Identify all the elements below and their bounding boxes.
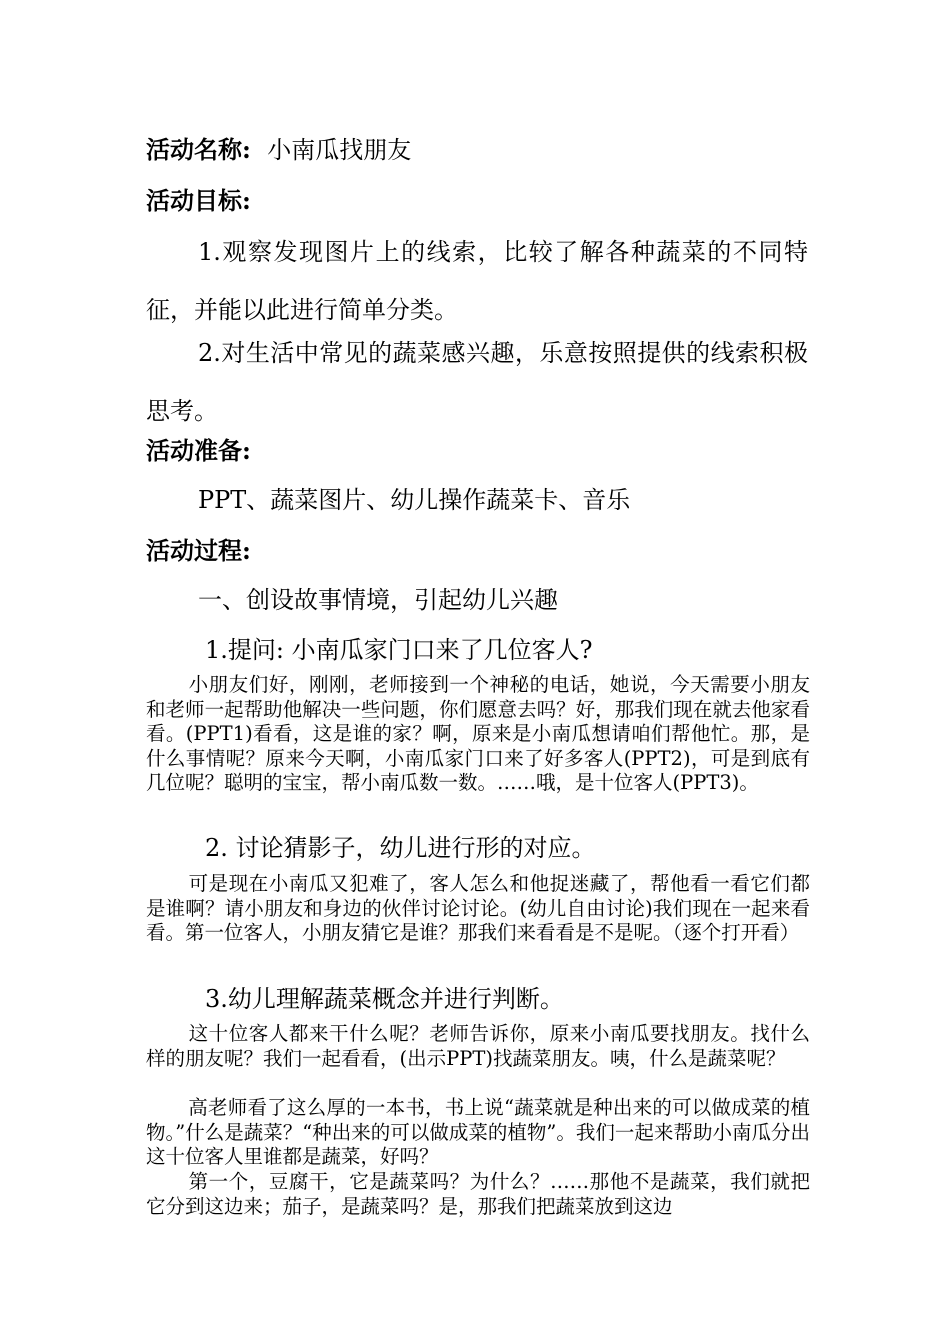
- objective-1: [146, 223, 808, 339]
- process-heading: 活动过程:: [146, 536, 251, 565]
- objective-1-text: 1.观察发现图片上的线索，比较了解各种蔬菜的不同特征，并能以此进行简单分类。: [146, 238, 808, 324]
- objectives-heading: 活动目标:: [146, 186, 251, 215]
- activity-name-row: [146, 136, 411, 164]
- step-2-body: [146, 872, 810, 946]
- objective-2-text: 2.对生活中常见的蔬菜感兴趣，乐意按照提供的线索积极思考。: [146, 339, 808, 425]
- step-3-text-3: 第一个，豆腐干，它是蔬菜吗？为什么？……那他不是蔬菜，我们就把它分到这边来；茄子，是蔬菜吗？是，那我们把蔬菜放到这边: [146, 1170, 810, 1218]
- preparation-heading: 活动准备:: [146, 436, 251, 465]
- activity-name-label: 活动名称:: [146, 135, 251, 164]
- step-3-body-2: [146, 1096, 810, 1170]
- objective-2: [146, 324, 808, 440]
- step-3-text-1: 这十位客人都来干什么呢？老师告诉你，原来小南瓜要找朋友。找什么样的朋友呢？我们一起看看，(出示PPT)找蔬菜朋友。咦，什么是蔬菜呢？: [146, 1022, 810, 1070]
- step-2-text: 可是现在小南瓜又犯难了，客人怎么和他捉迷藏了，帮他看一看它们都是谁啊？请小朋友和身边的伙伴讨论讨论。(幼儿自由讨论)我们现在一起来看看。第一位客人，小朋友猜它是谁？那我们来看看是不是呢。（逐个打开看）: [146, 872, 810, 944]
- step-3-title: 3.幼儿理解蔬菜概念并进行判断。: [205, 985, 564, 1013]
- step-2-title: 2. 讨论猜影子，幼儿进行形的对应。: [205, 834, 596, 862]
- step-3-text-2: 高老师看了这么厚的一本书，书上说“蔬菜就是种出来的可以做成菜的植物。”什么是蔬菜？“种出来的可以做成菜的植物”。我们一起来帮助小南瓜分出这十位客人里谁都是蔬菜，好吗？: [146, 1096, 810, 1168]
- step-1-body: [146, 673, 810, 796]
- activity-name-value: 小南瓜找朋友: [267, 136, 412, 164]
- step-1-title: 1.提问: 小南瓜家门口来了几位客人?: [205, 636, 593, 664]
- section-1-title: 一、创设故事情境，引起幼儿兴趣: [198, 586, 558, 614]
- step-3-body-1: [146, 1022, 810, 1071]
- step-3-body-3: [146, 1170, 810, 1219]
- step-1-text: 小朋友们好，刚刚，老师接到一个神秘的电话，她说，今天需要小朋友和老师一起帮助他解决一些问题，你们愿意去吗？好，那我们现在就去他家看看。(PPT1)看看，这是谁的家？啊，原来是小南瓜想请咱们帮他忙。那，是什么事情呢？原来今天啊，小南瓜家门口来了好多客人(PPT2)，可是到底有几位呢？聪明的宝宝，帮小南瓜数一数。……哦，是十位客人(PPT3)。: [146, 673, 810, 794]
- preparation-content: PPT、蔬菜图片、幼儿操作蔬菜卡、音乐: [198, 486, 631, 514]
